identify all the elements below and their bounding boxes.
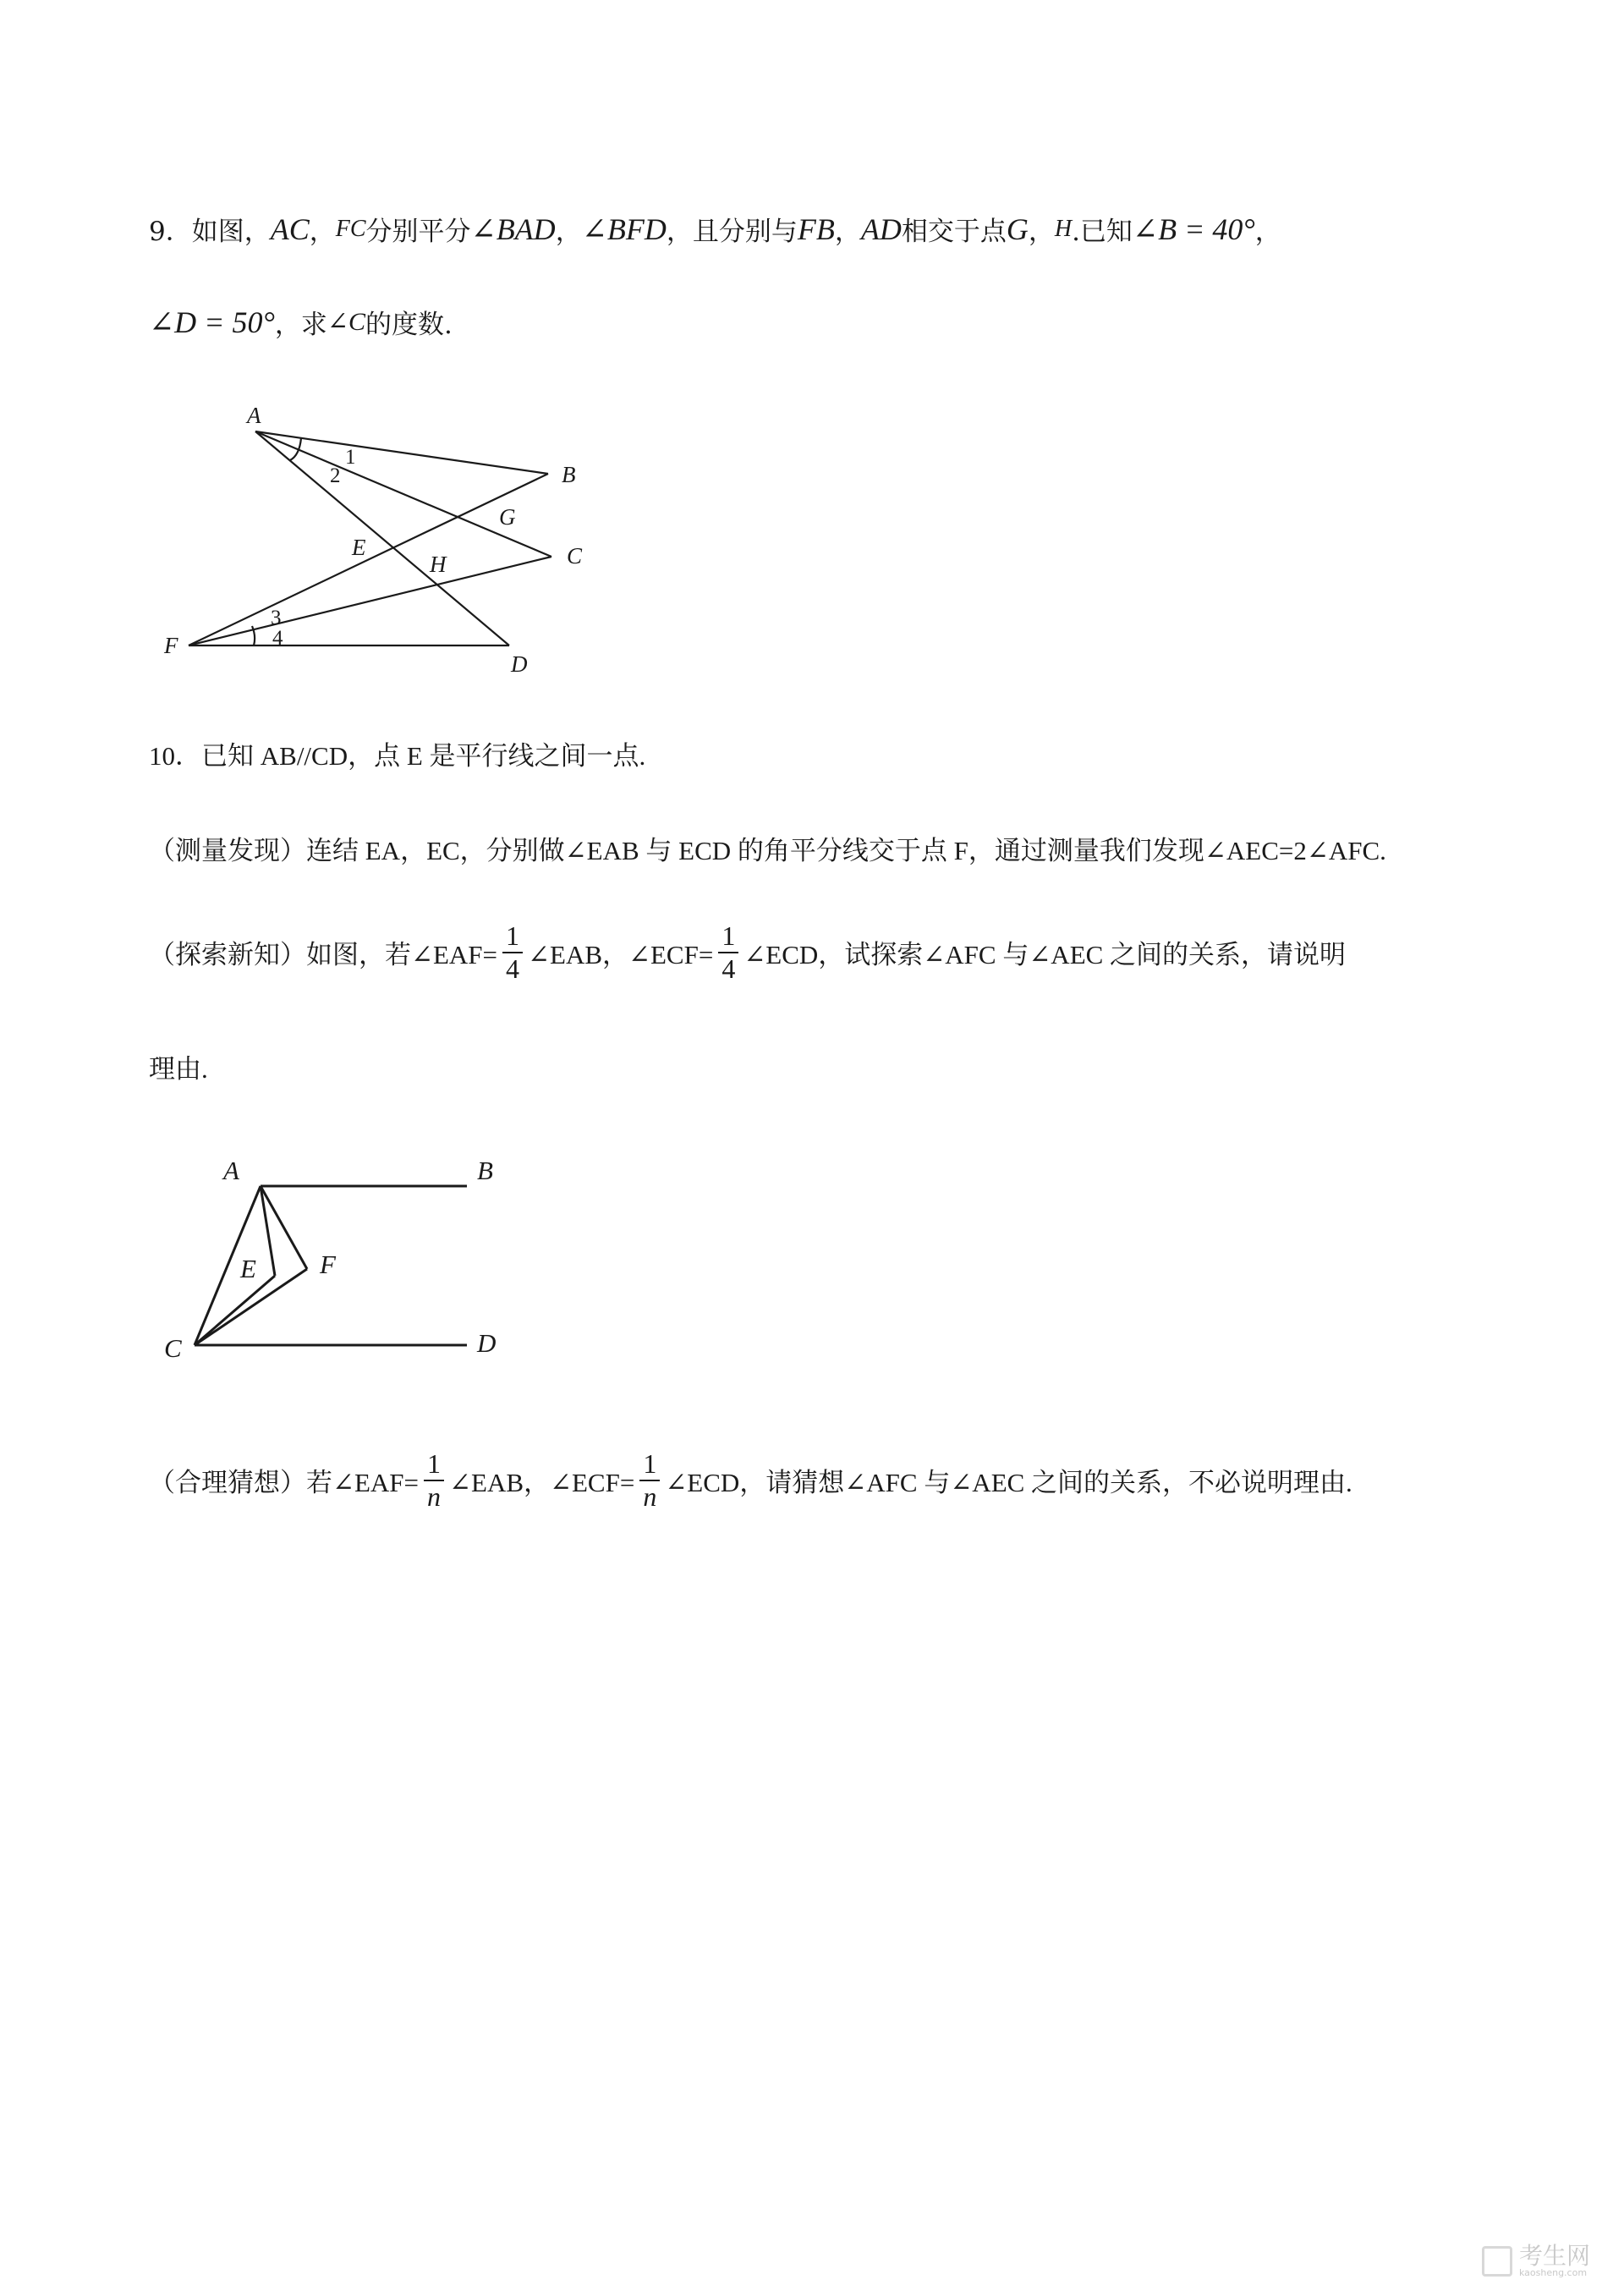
label-angle-1: 1 xyxy=(345,446,356,469)
label-e: E xyxy=(240,1254,256,1283)
fraction-one-over-n-eaf: $\frac{1}{n}$ xyxy=(424,1448,444,1513)
label-c: C xyxy=(567,543,583,569)
q10-figure xyxy=(152,1142,541,1362)
label-d: D xyxy=(477,1328,497,1358)
logo-icon xyxy=(1482,2246,1512,2277)
math-fc: FC xyxy=(335,215,366,242)
math-h: H xyxy=(1054,215,1073,242)
math-ad: AD xyxy=(860,211,902,246)
q9-line-2: ∠D = 50° ，求 ∠C 的度数. xyxy=(149,305,453,340)
label-h: H xyxy=(430,552,447,577)
math-angle-d-50: ∠D = 50° xyxy=(149,305,275,339)
watermark-logo: 考生网 kaosheng.com xyxy=(1482,2244,1590,2277)
math-fb: FB xyxy=(797,211,835,246)
label-a: A xyxy=(223,1156,239,1185)
label-g: G xyxy=(499,504,516,530)
math-ac: AC xyxy=(270,211,310,246)
label-e: E xyxy=(352,535,366,560)
fraction-one-quarter-ecf: $\frac{1}{4}$ xyxy=(718,920,738,985)
q10-line-3: （探索新知）如图，若∠EAF= $\frac{1}{4}$ ∠EAB，∠ECF= $\frac{1}{4}$ ∠ECD，试探索∠AFC 与∠AEC 之间的关系，请说明 xyxy=(149,920,1347,984)
label-b: B xyxy=(562,462,576,487)
label-b: B xyxy=(477,1156,493,1185)
label-angle-4: 4 xyxy=(272,627,283,650)
q10-line-1: 10．已知 AB//CD，点 E 是平行线之间一点. xyxy=(149,741,646,771)
math-angle-c: ∠C xyxy=(326,308,366,336)
label-d: D xyxy=(511,651,528,677)
segment-fc xyxy=(189,557,551,645)
math-g: G xyxy=(1006,211,1029,246)
fraction-one-quarter-eaf: $\frac{1}{4}$ xyxy=(502,920,523,985)
q10-line-5: （合理猜想）若∠EAF= $\frac{1}{n}$ ∠EAB，∠ECF= $\frac{1}{n}$ ∠ECD，请猜想∠AFC 与∠AEC 之间的关系，不必说明理由. xyxy=(149,1448,1352,1512)
label-f: F xyxy=(164,633,178,658)
segment-fb xyxy=(189,474,548,645)
q10-line-2: （测量发现）连结 EA，EC，分别做∠EAB 与 ECD 的角平分线交于点 F，通过测量我们发现∠AEC=2∠AFC. xyxy=(149,836,1386,865)
math-angle-bad: ∠BAD xyxy=(470,211,556,246)
label-a: A xyxy=(247,403,261,428)
label-c: C xyxy=(164,1333,182,1362)
q9-figure xyxy=(152,398,609,685)
label-angle-2: 2 xyxy=(330,464,341,487)
q9-number: 9．如图， xyxy=(149,217,271,247)
fraction-one-over-n-ecf: $\frac{1}{n}$ xyxy=(639,1448,660,1513)
label-angle-3: 3 xyxy=(271,607,282,629)
math-angle-bfd: ∠BFD xyxy=(581,211,667,246)
segment-ec xyxy=(195,1276,275,1345)
label-f: F xyxy=(320,1250,336,1279)
q9-line-1: 9．如图， AC ， FC 分别平分 ∠BAD ， ∠BFD ，且分别与 FB ， AD 相交于点 G ， H .已知 ∠B = 40° ， xyxy=(149,210,1281,248)
q10-line-4: 理由. xyxy=(149,1054,208,1084)
math-angle-b-40: ∠B = 40° xyxy=(1132,211,1255,246)
